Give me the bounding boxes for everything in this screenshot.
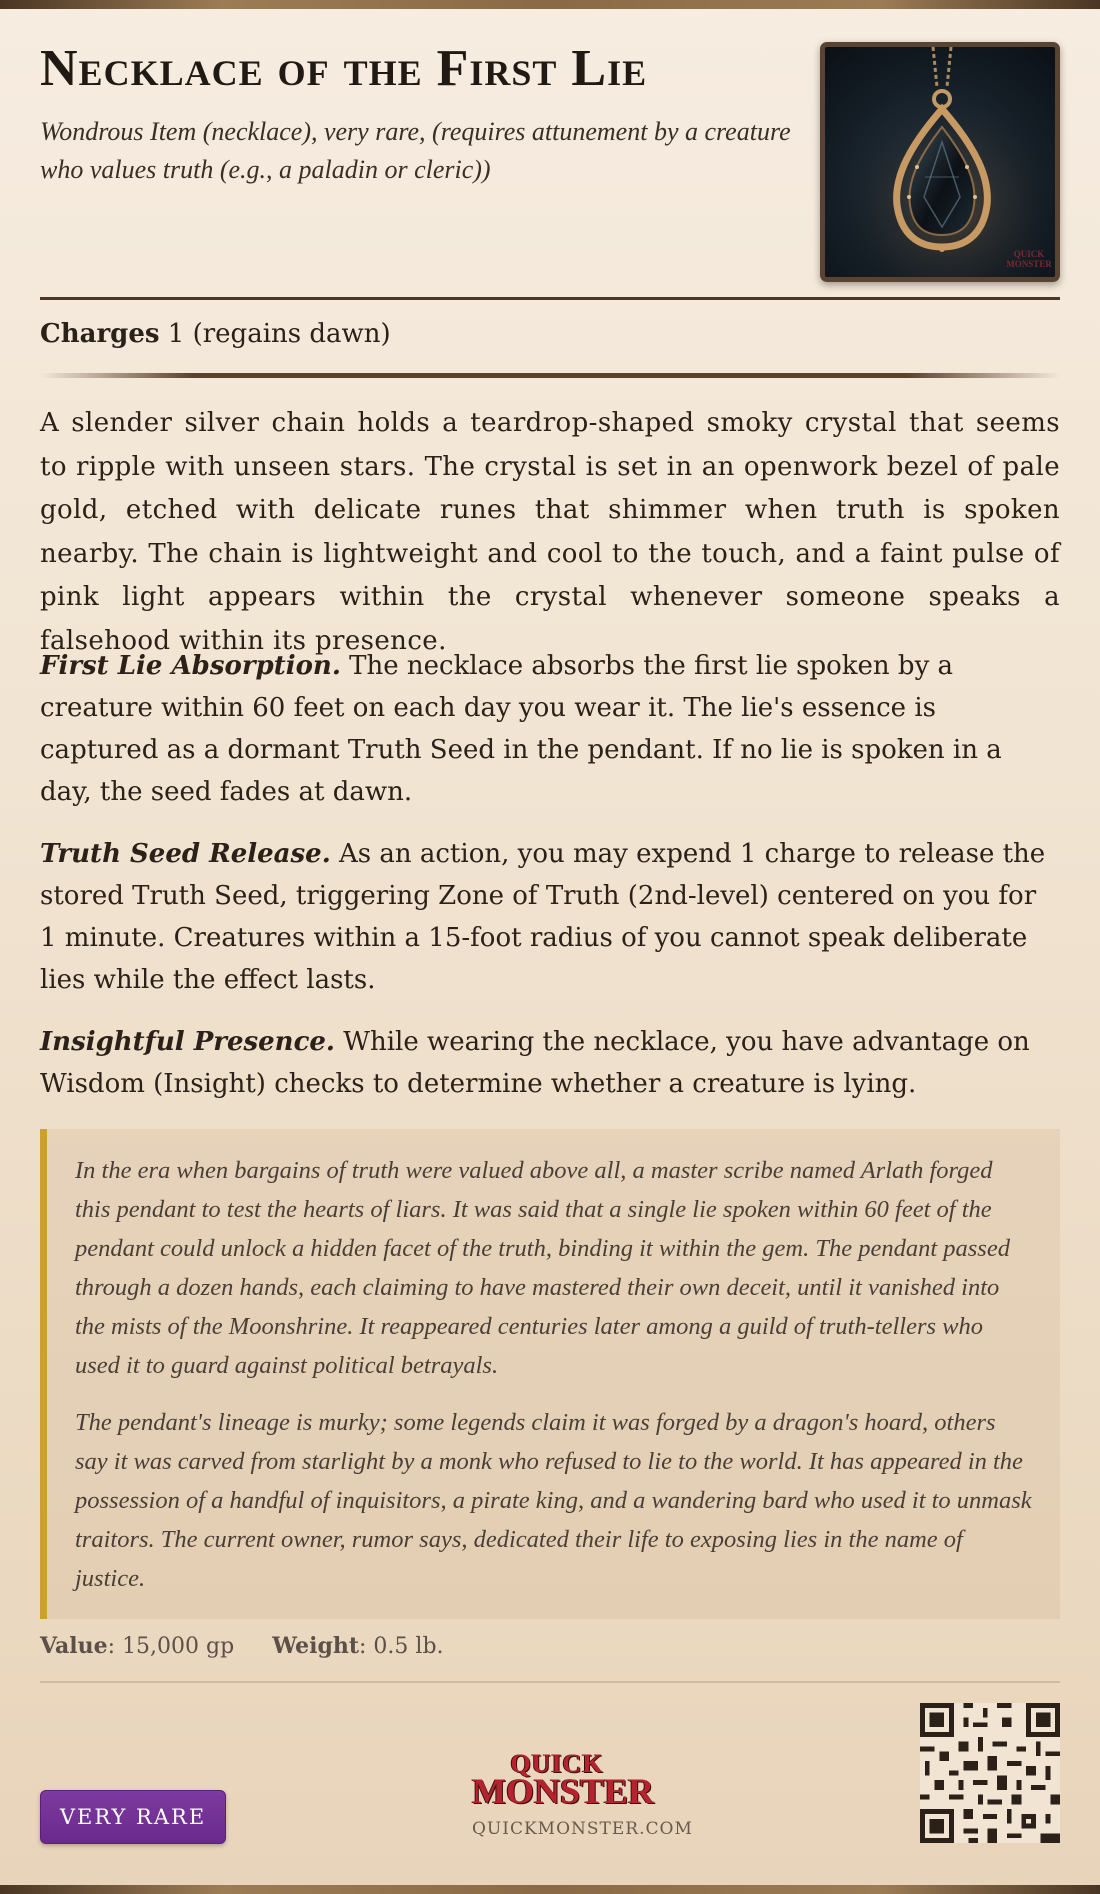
property-text: As an action, you may expend 1 charge to release the stored Truth Seed, triggering Zone of Truth (2nd-level) centered on you for 1 minute. Creatures within a 15-foot radius of you cannot speak deliberate lies while the effect lasts. — [40, 839, 1046, 995]
value-weight-line: Value: 15,000 gp Weight: 0.5 lb. — [40, 1633, 444, 1659]
bottom-border — [0, 1885, 1100, 1894]
pendant-icon — [825, 47, 1055, 277]
qr-code-icon[interactable] — [920, 1703, 1060, 1843]
item-description: A slender silver chain holds a teardrop-shaped smoky crystal that seems to ripple with unseen stars. The crystal is set in an openwork bezel of pale gold, etched with delicate runes that shimmer when truth is spoken nearby. The chain is lightweight and cool to the touch, and a faint pulse of pink light appears within the crystal whenever someone speaks a falsehood within its presence. — [40, 408, 1060, 656]
property-name: First Lie Absorption. — [40, 651, 341, 681]
property-text: While wearing the necklace, you have advantage on Wisdom (Insight) checks to determine whether a creature is lying. — [40, 1027, 1030, 1099]
property-first-lie-absorption — [40, 645, 1060, 813]
lore-paragraph: In the era when bargains of truth were valued above all, a master scribe named Arlath forged this pendant to test the hearts of liars. It was said that a single lie spoken within 60 feet of the pendant could unlock a hidden facet of the truth, binding it within the gem. The pendant passed through a dozen hands, each claiming to have mastered their own deceit, until it vanished into the mists of the Moonshrine. It reappeared centuries later among a guild of truth-tellers who used it to guard against political betrayals. — [75, 1157, 1010, 1379]
logo-line2: MONSTER — [472, 1771, 655, 1811]
charges-value: 1 (regains dawn) — [167, 319, 391, 349]
lore-paragraph: The pendant's lineage is murky; some legends claim it was forged by a dragon's hoard, others say it was carved from starlight by a monk who refused to lie to the world. It has appeared in the possession of a handful of inquisitors, a pirate king, and a wandering bard who used it to unmask traitors. The current owner, rumor says, dedicated their life to exposing lies in the name of justice. — [75, 1409, 1032, 1592]
logo-line1: QUICK — [510, 1749, 604, 1778]
property-insightful-presence — [40, 1021, 1060, 1105]
weight-amount: 0.5 lb. — [373, 1634, 444, 1659]
charges-line — [40, 319, 391, 349]
header-divider — [40, 297, 1060, 300]
property-truth-seed-release — [40, 833, 1060, 1001]
rarity-badge: VERY RARE — [40, 1790, 226, 1844]
property-name: Insightful Presence. — [40, 1027, 335, 1057]
svg-text:MONSTER: MONSTER — [1006, 259, 1052, 269]
item-subtitle: Wondrous Item (necklace), very rare, (requires attunement by a creature who values truth (e.g., a paladin or cleric)) — [40, 117, 791, 184]
charges-label: Charges — [40, 319, 160, 349]
weight-label: Weight — [272, 1633, 360, 1659]
value-amount: 15,000 gp — [122, 1634, 235, 1659]
item-title: Necklace of the First Lie — [40, 40, 648, 97]
card-header — [40, 9, 1060, 297]
top-border — [0, 0, 1100, 9]
site-url[interactable]: QUICKMONSTER.COM — [472, 1819, 693, 1839]
lore-block — [40, 1129, 1060, 1619]
property-text: The necklace absorbs the first lie spoken by a creature within 60 feet on each day you wear it. The lie's essence is captured as a dormant Truth Seed in the pendant. If no lie is spoken in a day, the seed fades at dawn. — [40, 651, 1002, 807]
charges-divider — [40, 373, 1060, 378]
footer-divider — [40, 1681, 1060, 1683]
item-image — [820, 42, 1060, 282]
property-name: Truth Seed Release. — [40, 839, 331, 869]
item-card — [40, 9, 1060, 1885]
quickmonster-logo[interactable] — [472, 1749, 693, 1839]
value-label: Value — [40, 1633, 108, 1659]
svg-text:QUICK: QUICK — [1013, 249, 1045, 259]
